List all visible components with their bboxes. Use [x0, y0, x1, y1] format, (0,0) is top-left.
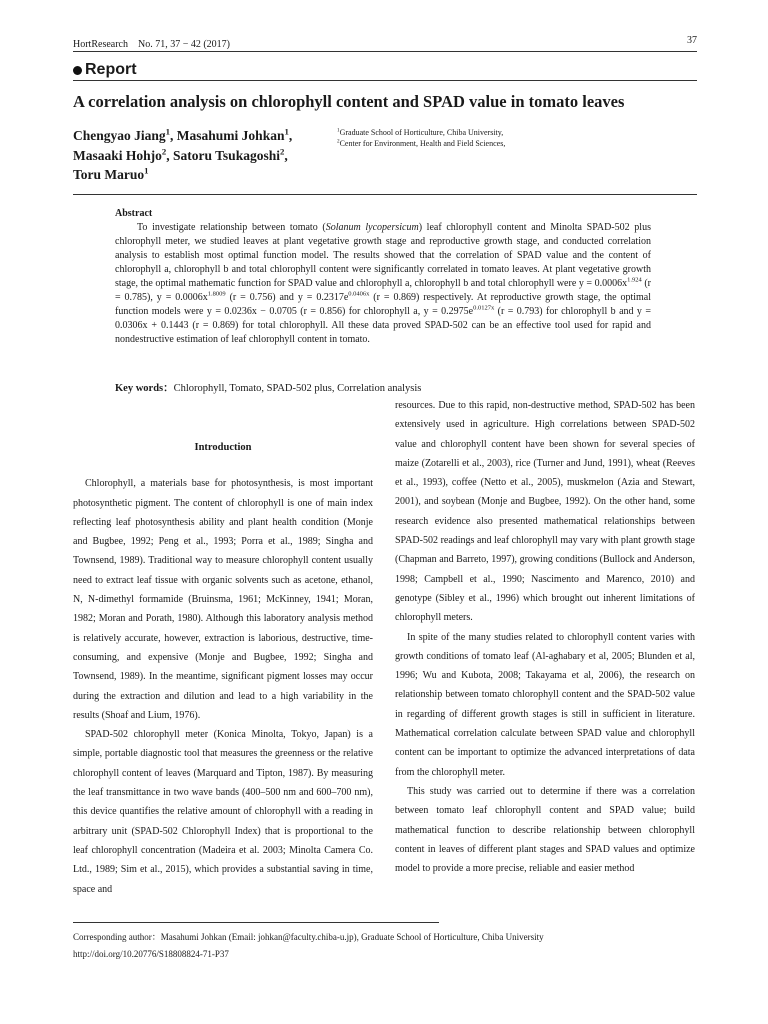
abstract-heading: Abstract: [115, 208, 153, 219]
paper-title: A correlation analysis on chlorophyll content and SPAD value in tomato leaves: [73, 92, 625, 111]
bullet-icon: [73, 66, 82, 75]
footnote-rule: [73, 922, 439, 923]
report-label-text: Report: [85, 61, 137, 78]
body-paragraph: Chlorophyll, a materials base for photosynthesis, is most important photosynthetic pigment. The content of chlorophyll is one of main index reflecting leaf photosynthesis ability and plant health condition (Monje and Bugbee, 1992; Peng et al., 1993; Porra et al., 1989; Singha and Townsend, 1989). Traditional way to measure chlorophyll content usually need to extract leaf tissue with organic solvents such as acetone, ethanol, N, N-dimethyl formamide (Bruinsma, 1961; McKinney, 1941; Moran, 1982; Moran and Porath, 1980). Although this laboratory analysis method is relatively accurate, however, extraction is laborious, destructive, time-consuming, and expensive (Monje and Bugbee, 1992; Singha and Townsend, 1989). In the meantime, significant pigment losses may occur during the extraction and dilution and lead to a high variability in the results (Shoaf and Lium, 1976).: [73, 478, 373, 721]
abstract: [115, 207, 651, 347]
affiliations: $^1$Graduate School of Horticulture, Chiba University, $^2$Center for Environment, Health and Field Sciences,: [337, 127, 506, 148]
keywords-label: Key words：: [115, 383, 174, 394]
page-number: 37: [687, 35, 697, 46]
corresponding-author: Corresponding author：Masahumi Johkan (Email: johkan@faculty.chiba-u.jp), Graduate School of Horticulture, Chiba University: [73, 932, 544, 942]
species-name: Solanum lycopersicum: [325, 222, 419, 233]
affiliation: Graduate School of Horticulture, Chiba University,: [339, 128, 504, 137]
author-name: Masaaki Hohjo: [73, 147, 162, 163]
report-label: [73, 59, 137, 81]
body-paragraph: In spite of the many studies related to chlorophyll content varies with growth conditions of tomato leaf (Al-aghabary et al, 2005; Blunden et al, 1996; Wu and Kubota, 2008; Takayama et al, 2006), the research on relationship between tomato chlorophyll content and the SPAD-502 value in regarding of different growth stages is still in sufficient in literature. Mathematical correlation calculate between SPAD value and chlorophyll content can be important to optimize the advanced interpretations of data from the chlorophyll meter.: [395, 631, 695, 778]
author-list: Chengyao Jiang$^1$, Masahumi Johkan$^1$, Masaaki Hohjo$^2$, Satoru Tsukagoshi$^2$, Toru Maruo$^1$: [73, 126, 293, 182]
body-paragraph: SPAD-502 chlorophyll meter (Konica Minolta, Tokyo, Japan) is a simple, portable diagnostic tool that measures the greenness or the relative chlorophyll content of leaves (Marquard and Tipton, 1987). By measuring the leaf transmittance in two wave bands (400–500 nm and 600–700 nm), this device quantifies the relative amount of chlorophyll with a reading in arbitrary unit (SPAD-502 Chlorophyll Index) that is proportional to the leaf chlorophyll concentration (Madeira et al. 2003; Minolta Camera Co. Ltd., 1989; Sim et al., 2015), which provides a substantial saving in time, space and: [73, 729, 373, 895]
body-paragraph: This study was carried out to determine if there was a correlation between tomato leaf chlorophyll content and SPAD value; build mathematical function to describe relationship between chlorophyll content in leaves of different plant stages and SPAD values and optimize model to provide a more precise, reliable and easier method: [395, 785, 695, 875]
author-name: Masahumi Johkan: [176, 128, 285, 143]
authors-rule: [73, 194, 697, 195]
author-name: Chengyao Jiang: [73, 128, 166, 143]
abstract-body: To investigate relationship between tomato (Solanum lycopersicum) leaf chlorophyll content and Minolta SPAD-502 plus chlorophyll meter, we studied leaves at plant vegetative growth stage and reproductive growth stage, and conducted correlation analysis to establish most optimal function model. The results showed that the correlation of SPAD value and the content of chlorophyll a, chlorophyll b and total chlorophyll content were significantly correlated in tomato leaves. At plant vegetative growth stage, the optimal mathematic function for SPAD value and chlorophyll a, chlorophyll b and total chlorophyll were $y = 0.0006x^{1.924}$ (r = 0.785), $y = 0.0006x^{1.8009}$ (r = 0.756) and $y = 0.2317e^{0.0406x}$ (r = 0.869) respectively. At reproductive growth stage, the optimal function models were y = 0.0236x − 0.0705 (r = 0.856) for chlorophyll a, $y = 0.2975e^{0.0127x}$ (r = 0.793) for chlorophyll b and y = 0.0306x + 0.1443 (r = 0.869) for total chlorophyll. All these data proved SPAD-502 can be an effective tool used for rapid and nondestructive estimation of leaf chlorophyll content in tomato.: [115, 222, 652, 345]
header-rule: [73, 51, 697, 52]
doi-link[interactable]: http://doi.org/10.20776/S18808824-71-P37: [73, 949, 229, 959]
report-rule: [73, 80, 697, 81]
keywords-text: Chlorophyll, Tomato, SPAD-502 plus, Correlation analysis: [173, 383, 422, 394]
author-name: Toru Maruo: [73, 167, 145, 182]
keywords: [115, 380, 675, 395]
footnotes: [73, 929, 697, 963]
journal-citation: HortResearch No. 71, 37 − 42 (2017): [73, 39, 230, 50]
body-column-right: [395, 396, 695, 878]
author-name: Satoru Tsukagoshi: [173, 147, 280, 163]
body-column-left: [73, 396, 373, 899]
body-paragraph: resources. Due to this rapid, non-destructive method, SPAD-502 has been extensively used in agriculture. High correlations between SPAD-502 value and chlorophyll content have been shown for several species of maize (Zotarelli et al., 2003), rice (Turner and Jund, 1991), wheat (Reeves et al., 1993), coffee (Netto et al., 2005), muskmelon (Azia and Stewart, 2001), and soybean (Monje and Bugbee, 1992). On the other hand, some research evidence also presented mathematical relationships between SPAD-502 readings and leaf chlorophyll may vary with plant growth stage (Chapman and Barreto, 1997), growing conditions (Bullock and Anderson, 1998; Campbell et al., 1990; Nascimento and Marenco, 2010) and genotype (Sibley et al., 1996) which brought out inherent limitations of chlorophyll meters.: [395, 400, 695, 624]
affiliation: Center for Environment, Health and Field Sciences,: [339, 139, 506, 148]
running-head: [73, 35, 697, 49]
section-heading-introduction: Introduction: [194, 442, 252, 453]
